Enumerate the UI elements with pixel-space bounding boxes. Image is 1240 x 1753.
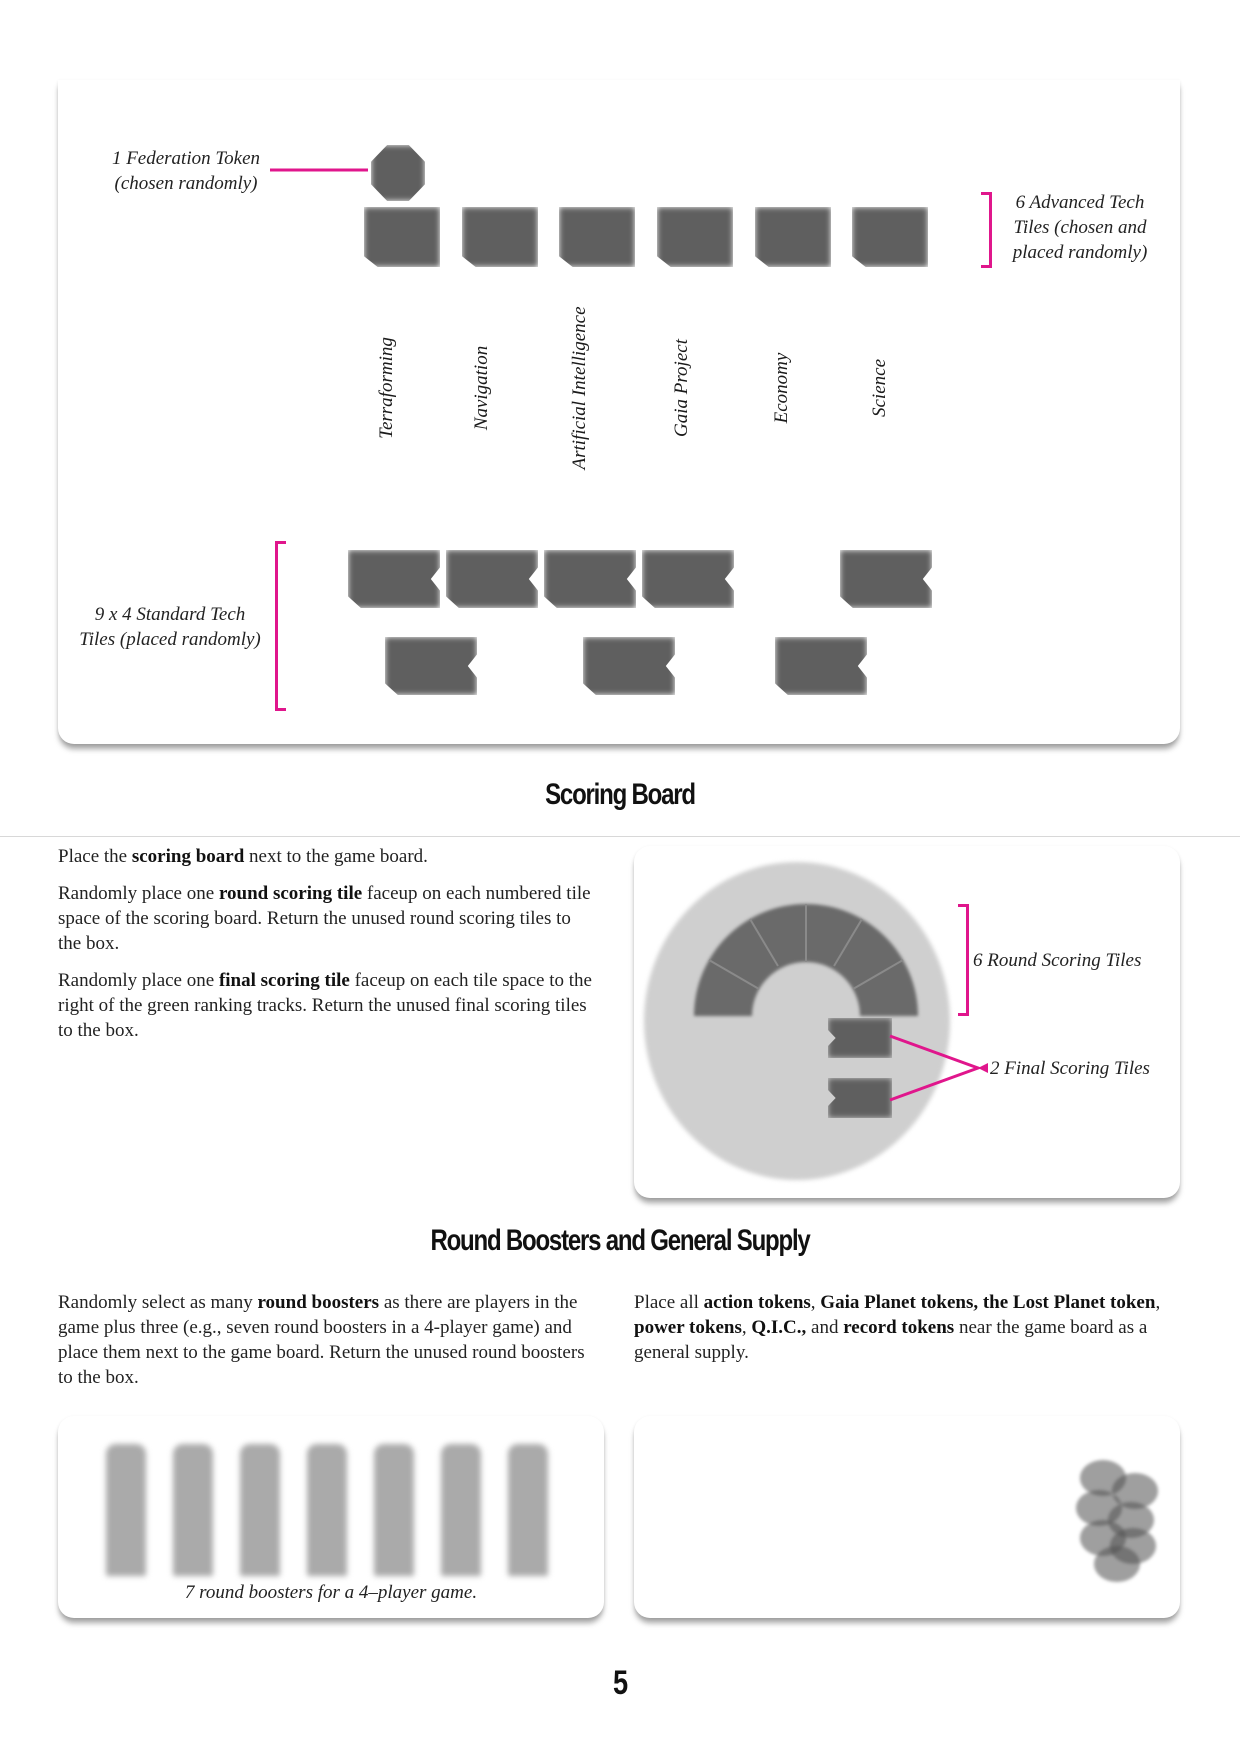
supply-instructions xyxy=(634,1290,1180,1377)
standard-tech-tile xyxy=(642,550,734,608)
standard-tech-tile xyxy=(348,550,440,608)
standard-tech-label: 9 x 4 Standard Tech Tiles (placed randomly) xyxy=(79,604,261,650)
final-scoring-tile xyxy=(828,1078,892,1118)
round-booster xyxy=(307,1444,347,1576)
page-fold-line xyxy=(0,836,1240,837)
advanced-tiles-bracket xyxy=(981,192,992,268)
standard-tech-tile xyxy=(385,637,477,695)
advanced-tech-tile xyxy=(755,207,831,267)
page-number: 5 xyxy=(613,1664,627,1702)
federation-token xyxy=(371,145,425,201)
round-tiles-bracket xyxy=(958,904,969,1016)
round-booster xyxy=(106,1444,146,1576)
boosters-paragraph: Randomly select as many round boosters as there are players in the game plus three (e.g., seven round boosters in a 4-player game) and place them next to the game board. Return the unused round boosters to the box. xyxy=(58,1292,585,1388)
round-scoring-tiles-label: 6 Round Scoring Tiles xyxy=(973,950,1142,971)
standard-tech-tile xyxy=(446,550,538,608)
round-booster xyxy=(441,1444,481,1576)
boosters-caption: 7 round boosters for a 4–player game. xyxy=(184,1582,478,1603)
round-booster xyxy=(374,1444,414,1576)
advanced-tech-tile xyxy=(462,207,538,267)
scoring-board-heading: Scoring Board xyxy=(545,778,695,811)
advanced-tech-tile xyxy=(559,207,635,267)
standard-tech-tile xyxy=(840,550,932,608)
scoring-paragraph-1: Place the scoring board next to the game board. xyxy=(58,846,428,867)
supply-paragraph: Place all action tokens, Gaia Planet tokens, the Lost Planet token, power tokens, Q.I.C., and record tokens near the game board as a general supply. xyxy=(634,1292,1161,1363)
round-booster xyxy=(508,1444,548,1576)
advanced-tech-tile xyxy=(364,207,440,267)
advanced-tech-label: 6 Advanced Tech Tiles (chosen and placed randomly) xyxy=(1012,192,1148,263)
standard-tech-tile xyxy=(583,637,675,695)
scoring-paragraph-2: Randomly place one round scoring tile faceup on each numbered tile space of the scoring board. Return the unused round scoring tiles to the box. xyxy=(58,883,591,954)
final-scoring-tile xyxy=(828,1018,892,1058)
boosters-instructions xyxy=(58,1290,604,1402)
final-scoring-tiles-label: 2 Final Scoring Tiles xyxy=(990,1058,1150,1079)
round-booster xyxy=(240,1444,280,1576)
federation-token-label: 1 Federation Token (chosen randomly) xyxy=(111,148,261,194)
scoring-paragraph-3: Randomly place one final scoring tile faceup on each tile space to the right of the green ranking tracks. Return the unused final scoring tiles to the box. xyxy=(58,970,592,1041)
round-booster xyxy=(173,1444,213,1576)
round-boosters-heading: Round Boosters and General Supply xyxy=(430,1224,810,1257)
advanced-tech-tile xyxy=(852,207,928,267)
advanced-tech-tile xyxy=(657,207,733,267)
supply-token xyxy=(1094,1546,1140,1582)
scoring-instructions xyxy=(58,844,598,1055)
scoring-board-image xyxy=(644,862,950,1180)
standard-tech-tile xyxy=(775,637,867,695)
standard-tech-tile xyxy=(544,550,636,608)
